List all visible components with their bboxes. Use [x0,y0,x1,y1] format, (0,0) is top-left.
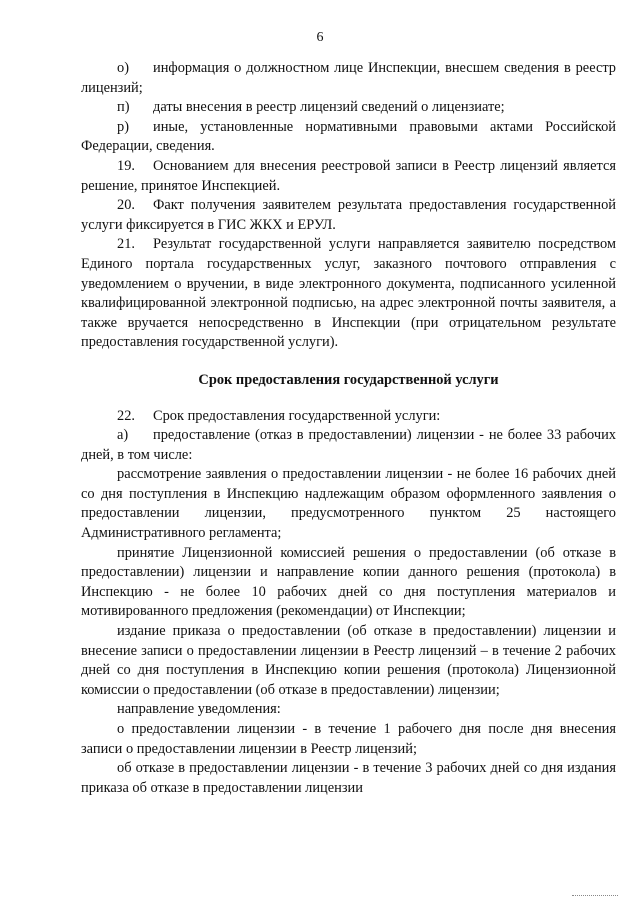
section-heading: Срок предоставления государственной услуги [198,371,499,388]
item-text: Основанием для внесения реестровой записи в Реестр лицензий является решение, принятое Инспекцией. [81,157,616,194]
item-marker: 22. [117,407,135,424]
footer-dotted-line [572,895,618,897]
item-marker: 19. [117,157,135,174]
item-marker: п) [117,99,130,116]
list-item-p [81,98,616,118]
paragraph: направление уведомления: [117,701,281,718]
item-marker: о) [117,60,129,76]
list-item-o [81,59,616,98]
paragraph: о предоставлении лицензии - в течение 1 рабочего дня после дня внесения записи о предоставлении лицензии в Реестр лицензий; [81,721,616,757]
page-number: 6 [316,30,324,45]
list-item-a [81,426,616,465]
item-text: даты внесения в реестр лицензий сведений о лицензиате; [153,99,505,116]
list-item-r [81,118,616,157]
item-marker: а) [117,427,129,444]
item-text: информация о должностном лице Инспекции, внесшем сведения в реестр лицензий; [81,60,616,96]
item-text: Срок предоставления государственной услуги: [153,407,441,424]
item-marker: 20. [117,197,135,214]
clause-21 [81,235,616,353]
clause-20 [81,196,616,235]
item-text: иные, установленные нормативными правовыми актами Российской Федерации, сведения. [81,118,616,155]
paragraph: рассмотрение заявления о предоставлении лицензии - не более 16 рабочих дней со дня поступления в Инспекцию надлежащим образом оформленного заявления о предоставлении лицензии, предусмотренного пунктом 25 настоящего Административного регламента; [81,466,616,542]
paragraph: об отказе в предоставлении лицензии - в течение 3 рабочих дней со дня издания приказа об отказе в предоставлении лицензии [81,760,616,796]
clause-22 [81,407,616,427]
item-text: Факт получения заявителем результата предоставления государственной услуги фиксируется в ГИС ЖКХ и ЕРУЛ. [81,197,616,233]
paragraph: издание приказа о предоставлении (об отказе в предоставлении) лицензии и внесение записи о предоставлении лицензии в Реестр лицензий – в течение 2 рабочих дней со дня поступления в Инспекцию копии решения (протокола) Лицензионной комиссии о предоставлении (об отказе в предоставлении) лицензии; [81,623,616,698]
clause-19 [81,157,616,196]
paragraph: принятие Лицензионной комиссией решения о предоставлении (об отказе в предоставлении) лицензии и направление копии данного решения (протокола) в Инспекцию - не более 10 рабочих дней со дня поступления материалов и мотивированного предложения (рекомендации) от Инспекции; [81,544,616,620]
document-body [81,59,616,798]
item-marker: р) [117,118,129,135]
item-marker: 21. [117,236,135,253]
item-text: Результат государственной услуги направляется заявителю посредством Единого портала государственных услуг, заказного почтового отправления с уведомлением о вручении, в виде электронного документа, подписанного усиленной квалифицированной электронной подписью, на адрес электронной почты заявителя, а также вручается непосредственно в Инспекции (при отрицательном результате предоставления государственной услуги). [81,236,616,351]
item-text: предоставление (отказ в предоставлении) лицензии - не более 33 рабочих дней, в том числе: [81,427,616,463]
